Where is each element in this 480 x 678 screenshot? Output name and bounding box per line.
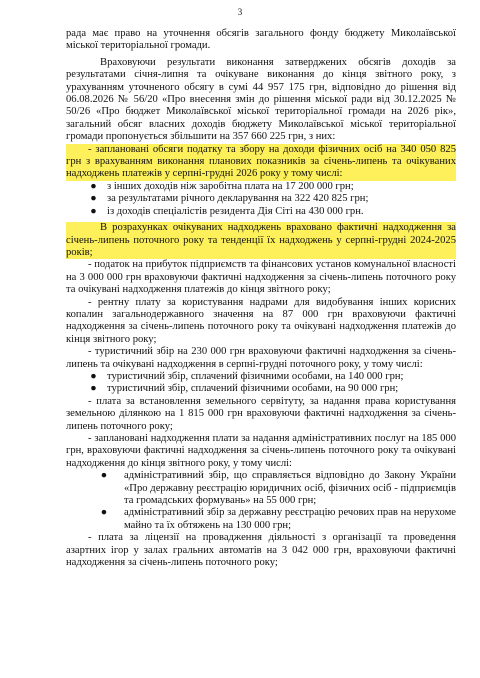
- paragraph-results: Враховуючи результати виконання затверджених обсягів доходів за результатами січня-липня та очікуване виконання до кінця звітного року, з урахуванням уточненого обсягу в сумі 44 957 175 грн, відповідно до рішення від 06.08.2026 № 56/20 «Про внесення змін до рішення міської ради від 30.12.2025 № 50/26 «Про бюджет Миколаївської міської територіальної громади на 2026 рік», загальний обсяг власних доходів бюджету Миколаївської міської територіальної громади пропонується збільшити на 357 660 225 грн, з них:: [66, 56, 456, 143]
- paragraph-servitude: - плата за встановлення земельного сервітуту, за надання права користування земельною ділянкою на 1 815 000 грн враховуючи фактичні надходження за січень-липень поточного року;: [66, 395, 456, 432]
- bullet-icon: ●: [100, 470, 108, 482]
- paragraph-gambling-licenses: - плата за ліцензії на провадження діяльності з організації та проведення азартних ігор у залах гральних автоматів на 3 042 000 грн, враховуючи фактичні надходження за січень-липень поточного року;: [66, 532, 456, 569]
- paragraph-tourist-tax: - туристичний збір на 230 000 грн враховуючи фактичні надходження за січень-липень та очікувані надходження в серпні-грудні поточного року, у тому числі:: [66, 346, 456, 370]
- list-item: ● адміністративний збір за державну реєстрацію речових прав на нерухоме майно та їх обтяжень на 130 000 грн;: [66, 507, 456, 532]
- list-item: ● за результатами річного декларування на 322 420 825 грн;: [66, 193, 456, 205]
- paragraph-rent: - рентну плату за користування надрами для видобування інших корисних копалин загальнодержавного значення на 87 000 грн враховуючи фактичні надходження за січень-липень поточного року та очікувані надходження платежів до кінця звітного року;: [66, 296, 456, 345]
- paragraph-pdfo-highlight: - заплановані обсяги податку та збору на доходи фізичних осіб на 340 050 825 грн з врахуванням виконання планових показників за січень-липень та очікуваних надходжень платежів у серпні-грудні 2026 року у тому числі:: [66, 143, 456, 180]
- bullet-icon: ●: [90, 370, 97, 382]
- paragraph-admin-services: - заплановані надходження плати за надання адміністративних послуг на 185 000 грн, враховуючи фактичні надходження за січень-липень поточного року та очікувані надходження до кінця звітного року, у тому числі:: [66, 433, 456, 469]
- list-item: ● з інших доходів ніж заробітна плата на 17 200 000 грн;: [66, 181, 456, 193]
- bullet-icon: ●: [90, 383, 97, 395]
- list-item: ● туристичний збір, сплачений фізичними особами, на 140 000 грн;: [66, 371, 456, 383]
- paragraph-calculation-highlight: В розрахунках очікуваних надходжень враховано фактичні надходження за січень-липень поточного року та тенденції їх надходжень у серпні-грудні 2024-2025 років;: [66, 222, 456, 258]
- list-item: ● із доходів спеціалістів резидента Дія Сіті на 430 000 грн.: [66, 206, 456, 218]
- list-item: ● адміністративний збір, що справляється відповідно до Закону України «Про державну реєстрацію юридичних осіб, фізичних осіб - підприємців та громадських формувань» на 55 000 грн;: [66, 470, 456, 507]
- paragraph-income-tax: - податок на прибуток підприємств та фінансових установ комунальної власності на 3 000 000 грн враховуючи фактичні надходження за січень-липень поточного року та очікувані надходження платежів до кінця звітного року;: [66, 259, 456, 296]
- page-number: 3: [237, 7, 243, 17]
- bullet-icon: ●: [90, 205, 97, 217]
- list-item: ● туристичний збір, сплачений фізичними особами, на 90 000 грн;: [66, 383, 456, 395]
- bullet-icon: ●: [100, 507, 108, 519]
- paragraph-intro: рада має право на уточнення обсягів загального фонду бюджету Миколаївської міської територіальної громади.: [66, 28, 456, 52]
- bullet-icon: ●: [90, 193, 97, 205]
- bullet-icon: ●: [90, 180, 97, 192]
